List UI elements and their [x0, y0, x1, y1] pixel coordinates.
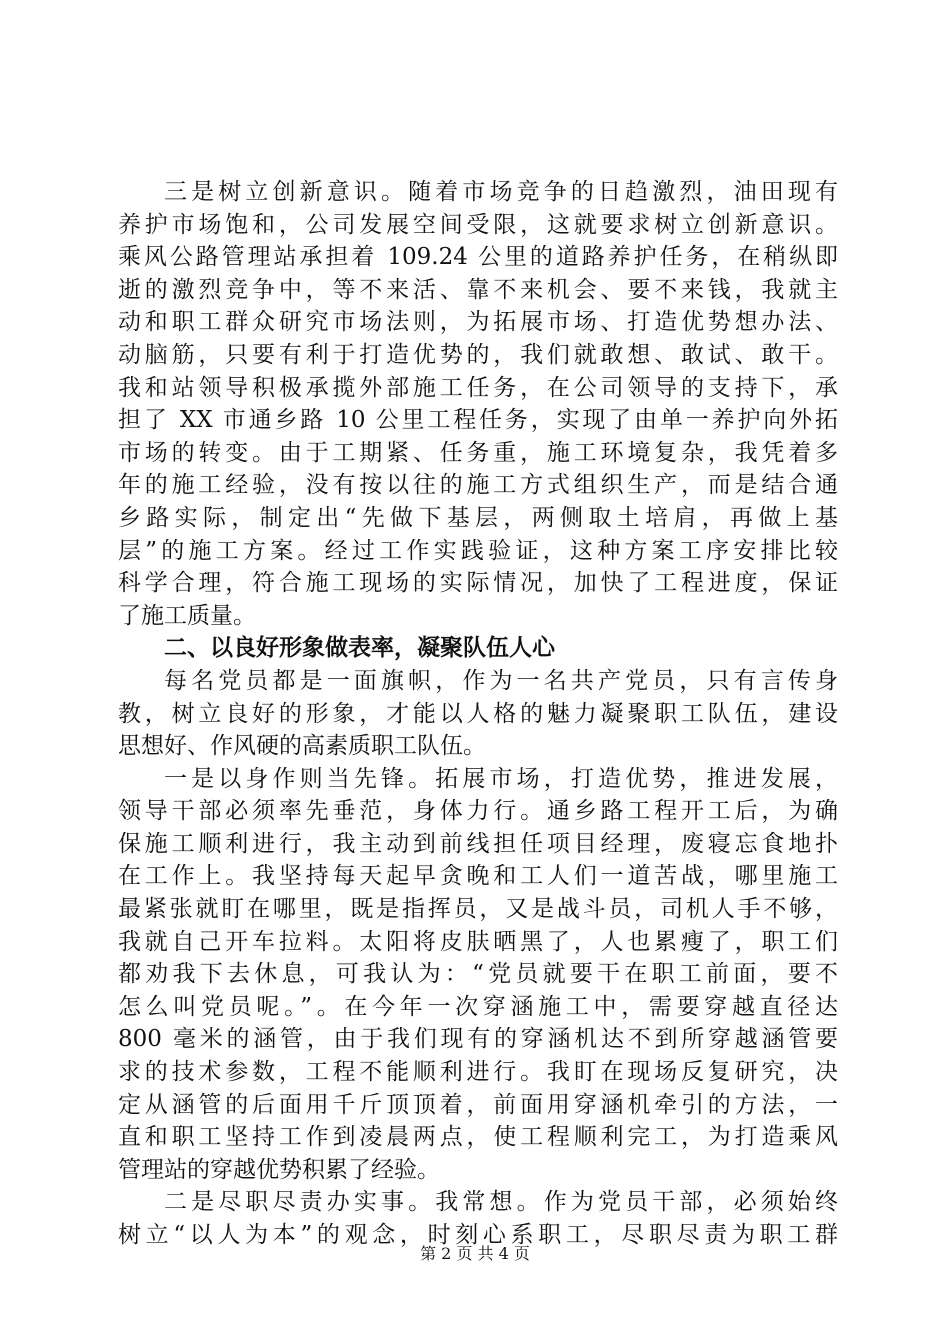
- text-line: 担了 XX 市通乡路 10 公里工程任务，实现了由单一养护向外拓: [118, 407, 838, 434]
- text-line: 二是尽职尽责办实事。我常想。作为党员干部，必须始终: [164, 1189, 838, 1216]
- text-line: 逝的激烈竞争中，等不来活、靠不来机会、要不来钱，我就主: [118, 276, 838, 303]
- section-heading: 二、以良好形象做表率，凝聚队伍人心: [164, 635, 555, 662]
- text-line: 直和职工坚持工作到凌晨两点，使工程顺利完工，为打造乘风: [118, 1124, 838, 1151]
- text-line: 领导干部必须率先垂范，身体力行。通乡路工程开工后，为确: [118, 798, 838, 825]
- text-line: 在工作上。我坚持每天起早贪晚和工人们一道苦战，哪里施工: [118, 863, 838, 890]
- text-line: 动脑筋，只要有利于打造优势的，我们就敢想、敢试、敢干。: [118, 341, 838, 368]
- text-line: 三是树立创新意识。随着市场竞争的日趋激烈，油田现有: [164, 179, 838, 205]
- text-line: 都劝我下去休息，可我认为：“党员就要干在职工前面，要不: [118, 961, 838, 988]
- paragraph-party-member: [118, 665, 838, 763]
- document-body: [118, 176, 838, 1252]
- text-line: 动和职工群众研究市场法则，为拓展市场、打造优势想办法、: [118, 309, 838, 336]
- text-line: 一是以身作则当先锋。拓展市场，打造优势，推进发展，: [164, 765, 838, 792]
- text-line: 乡路实际，制定出“先做下基层，两侧取土培肩，再做上基: [118, 504, 838, 531]
- page-footer: 第 2 页 共 4 页: [420, 1244, 530, 1263]
- text-line: 了施工质量。: [118, 602, 256, 629]
- text-line: 层”的施工方案。经过工作实践验证，这种方案工序安排比较: [118, 537, 838, 564]
- text-line: 科学合理，符合施工现场的实际情况，加快了工程进度，保证: [118, 570, 838, 597]
- text-line: 乘风公路管理站承担着 109.24 公里的道路养护任务，在稍纵即: [118, 244, 838, 271]
- paragraph-due-diligence: [118, 1186, 838, 1251]
- text-line: 我就自己开车拉料。太阳将皮肤晒黑了，人也累瘦了，职工们: [118, 928, 838, 955]
- text-line: 养护市场饱和，公司发展空间受限，这就要求树立创新意识。: [118, 211, 838, 238]
- text-line: 市场的转变。由于工期紧、任务重，施工环境复杂，我凭着多: [118, 439, 838, 466]
- text-line: 求的技术参数，工程不能顺利进行。我盯在现场反复研究，决: [118, 1059, 838, 1086]
- text-line: 定从涵管的后面用千斤顶顶着，前面用穿涵机牵引的方法，一: [118, 1091, 838, 1118]
- text-line: 每名党员都是一面旗帜，作为一名共产党员，只有言传身: [164, 667, 838, 694]
- text-line: 树立“以人为本”的观念，时刻心系职工，尽职尽责为职工群: [118, 1222, 838, 1248]
- text-line: 怎么叫党员呢。”。在今年一次穿涵施工中，需要穿越直径达: [118, 993, 838, 1020]
- paragraph-lead-by-example: [118, 763, 838, 1187]
- text-line: 保施工顺利进行，我主动到前线担任项目经理，废寝忘食地扑: [118, 830, 838, 857]
- text-line: 800 毫米的涵管，由于我们现有的穿涵机达不到所穿越涵管要: [118, 1026, 838, 1053]
- text-line: 思想好、作风硬的高素质职工队伍。: [118, 733, 486, 760]
- text-line: 年的施工经验，没有按以往的施工方式组织生产，而是结合通: [118, 472, 838, 499]
- text-line: 我和站领导积极承揽外部施工任务，在公司领导的支持下，承: [118, 374, 838, 401]
- paragraph-innovation: [118, 176, 838, 632]
- text-line: 管理站的穿越优势积累了经验。: [118, 1156, 440, 1183]
- text-line: 教，树立良好的形象，才能以人格的魅力凝聚职工队伍，建设: [118, 700, 838, 727]
- text-line: 最紧张就盯在哪里，既是指挥员，又是战斗员，司机人手不够，: [118, 896, 838, 923]
